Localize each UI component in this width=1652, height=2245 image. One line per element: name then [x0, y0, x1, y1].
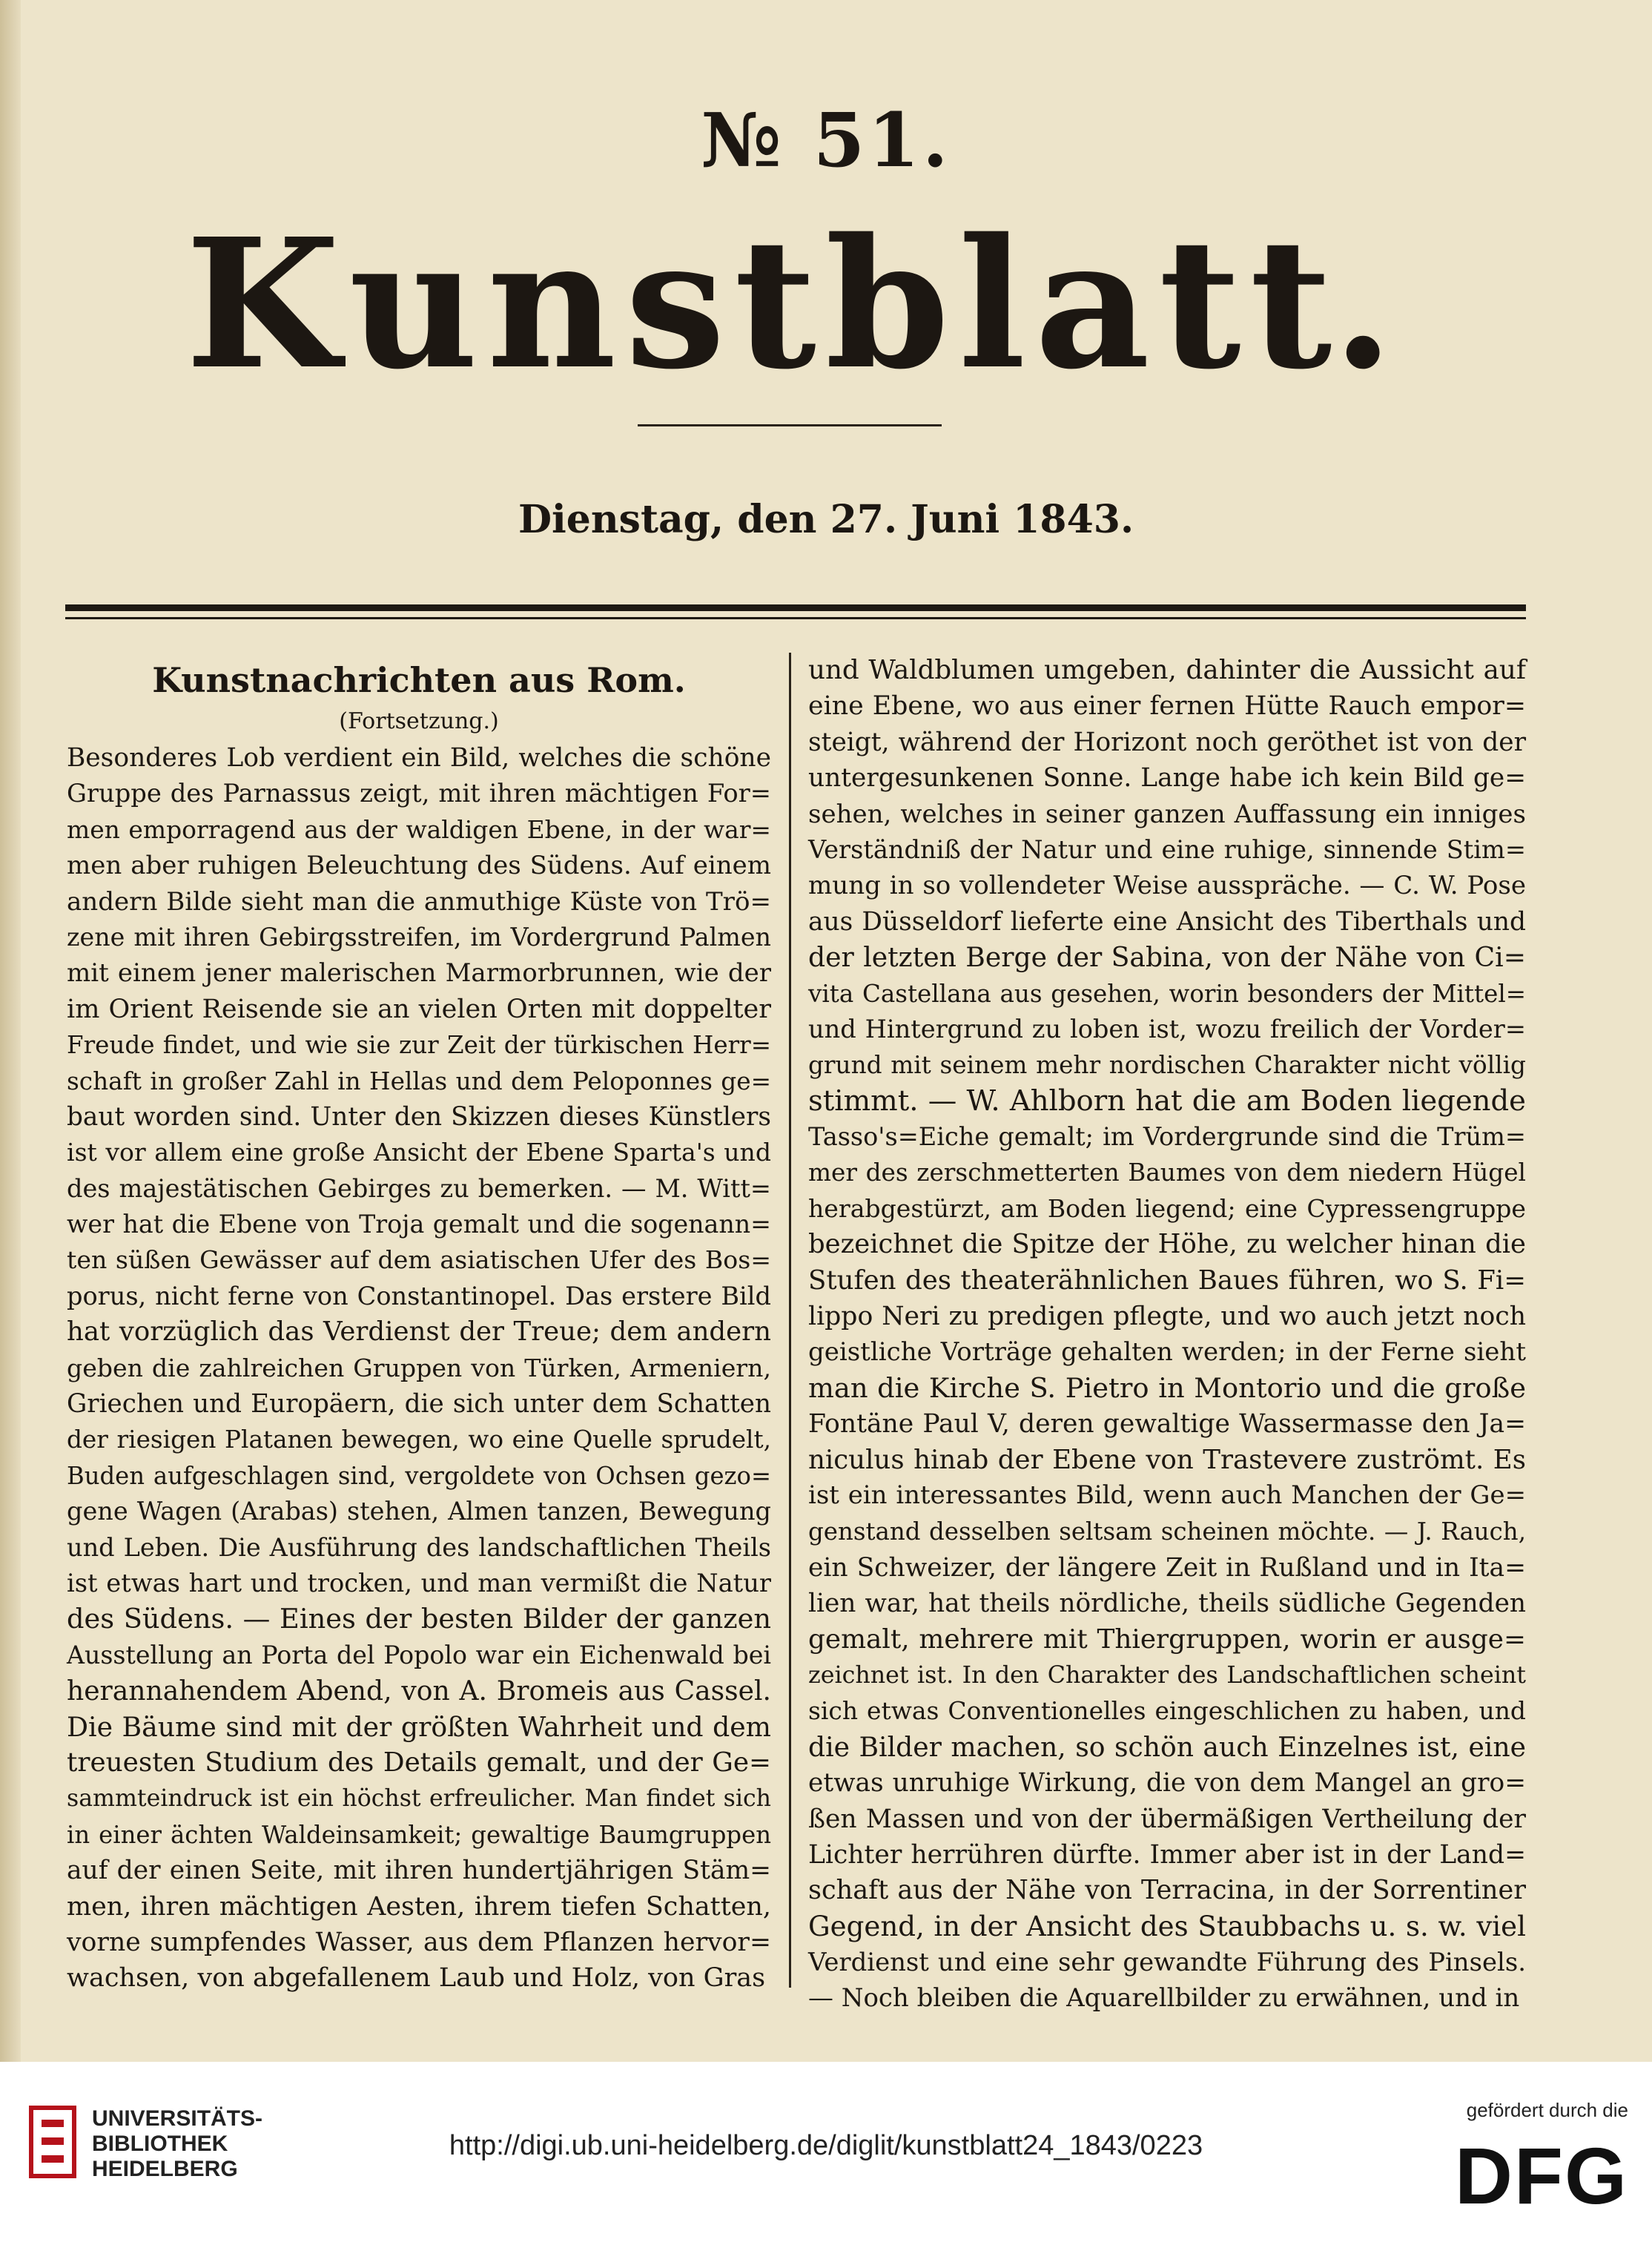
article-title: Kunstnachrichten aus Rom. [152, 660, 686, 700]
text-line: genstand desselben seltsam scheinen möchte. — J. Rauch, [808, 1517, 1526, 1546]
left-column-text [67, 740, 771, 1997]
text-line: Buden aufgeschlagen sind, vergoldete von Ochsen gezo= [67, 1461, 771, 1490]
text-line: men emporragend aus der waldigen Ebene, in der war= [67, 814, 771, 844]
text-line: vorne sumpfendes Wasser, aus dem Pflanzen hervor= [67, 1927, 771, 1957]
text-line: — Noch bleiben die Aquarellbilder zu erwähnen, und in [808, 1983, 1520, 2014]
permalink-url[interactable]: http://digi.ub.uni-heidelberg.de/diglit/kunstblatt24_1843/0223 [449, 2130, 1203, 2161]
text-line: schaft aus der Nähe von Terracina, in der Sorrentiner [808, 1875, 1526, 1906]
masthead-letter: a [1034, 200, 1150, 409]
masthead-letter: t [734, 200, 816, 409]
text-line: ein Schweizer, der längere Zeit in Rußland und in Ita= [808, 1552, 1526, 1583]
text-line: hat vorzüglich das Verdienst der Treue; dem andern [67, 1316, 771, 1348]
text-line: sich etwas Conventionelles eingeschlichen zu haben, und [808, 1696, 1526, 1726]
institution-line: UNIVERSITÄTS- [92, 2106, 263, 2131]
text-line: Ausstellung an Porta del Popolo war ein Eichenwald bei [67, 1640, 771, 1669]
text-line: ßen Massen und von der übermäßigen Vertheilung der [808, 1804, 1526, 1834]
text-line: Verständniß der Natur und eine ruhige, sinnende Stim= [808, 834, 1526, 864]
text-line: Freude findet, und wie sie zur Zeit der türkischen Herr= [67, 1031, 771, 1060]
left-column [67, 653, 771, 1997]
header-double-rule [65, 604, 1526, 619]
text-line: gene Wagen (Arabas) stehen, Almen tanzen, Bewegung [67, 1497, 771, 1526]
masthead-letter: t. [1249, 200, 1394, 409]
text-line: und Hintergrund zu loben ist, wozu freilich der Vorder= [808, 1014, 1526, 1044]
text-line: Die Bäume sind mit der größten Wahrheit und dem [67, 1710, 771, 1743]
text-line: lippo Neri zu predigen pflegte, und wo auch jetzt noch [808, 1302, 1526, 1332]
text-line: men aber ruhigen Beleuchtung des Südens. Auf einem [67, 851, 771, 881]
text-line: ist ein interessantes Bild, wenn auch Manchen der Ge= [808, 1480, 1526, 1510]
issue-number: № 51. [701, 96, 951, 184]
text-line: steigt, während der Horizont noch geröthet ist von der [808, 727, 1526, 757]
text-line: ist vor allem eine große Ansicht der Ebene Sparta's und [67, 1138, 771, 1167]
masthead-letter: u [348, 200, 478, 409]
text-line: vita Castellana aus gesehen, worin besonders der Mittel= [808, 979, 1526, 1008]
text-line: mit einem jener malerischen Marmorbrunnen, wie der [67, 958, 771, 989]
right-column-text [808, 653, 1526, 2017]
text-line: zene mit ihren Gebirgsstreifen, im Vordergrund Palmen [67, 922, 771, 952]
text-line: Lichter herrühren dürfte. Immer aber ist in der Land= [808, 1839, 1526, 1870]
funding-note: gefördert durch die [1466, 2099, 1628, 2121]
text-line: baut worden sind. Unter den Skizzen dieses Künstlers [67, 1101, 771, 1132]
text-line: des Südens. — Eines der besten Bilder der ganzen [67, 1603, 771, 1635]
text-line: in einer ächten Waldeinsamkeit; gewaltige Baumgruppen [67, 1820, 771, 1849]
text-line: niculus hinab der Ebene von Trastevere zuströmt. Es [808, 1444, 1526, 1475]
text-line: der letzten Berge der Sabina, von der Nähe von Ci= [808, 941, 1526, 974]
text-line: herannahendem Abend, von A. Bromeis aus Cassel. [67, 1675, 771, 1707]
text-line: stimmt. — W. Ahlborn hat die am Boden liegende [808, 1084, 1526, 1118]
institution-line: BIBLIOTHEK [92, 2132, 228, 2156]
paper-edge-shadow [0, 0, 21, 2062]
text-line: eine Ebene, wo aus einer fernen Hütte Rauch empor= [808, 691, 1526, 722]
masthead-letter: K [185, 200, 340, 409]
text-line: men, ihren mächtigen Aesten, ihrem tiefen Schatten, [67, 1891, 771, 1922]
text-line: untergesunkenen Sonne. Lange habe ich kein Bild ge= [808, 763, 1526, 794]
text-line: im Orient Reisende sie an vielen Orten mit doppelter [67, 994, 771, 1024]
text-line: ist etwas hart und trocken, und man vermißt die Natur [67, 1568, 771, 1598]
text-line: des majestätischen Gebirges zu bemerken. — M. Witt= [67, 1173, 771, 1203]
institution-line: HEIDELBERG [92, 2157, 238, 2181]
text-line: und Leben. Die Ausführung des landschaftlichen Theils [67, 1532, 771, 1562]
text-line: man die Kirche S. Pietro in Montorio und die große [808, 1371, 1526, 1404]
text-line: geben die zahlreichen Gruppen von Türken, Armeniern, [67, 1353, 771, 1382]
text-line: wachsen, von abgefallenem Laub und Holz, von Gras [67, 1963, 766, 1994]
digitization-footer [0, 2062, 1652, 2245]
text-line: herabgestürzt, am Boden liegend; eine Cypressengruppe [808, 1193, 1526, 1223]
text-line: etwas unruhige Wirkung, die von dem Mangel an gro= [808, 1768, 1526, 1799]
text-line: mer des zerschmetterten Baumes von dem niedern Hügel [808, 1158, 1526, 1187]
dfg-logo: DFG [1455, 2131, 1628, 2221]
text-line: und Waldblumen umgeben, dahinter die Aussicht auf [808, 655, 1526, 685]
text-line: sehen, welches in seiner ganzen Auffassung ein inniges [808, 799, 1526, 829]
text-line: mung in so vollendeter Weise ausspräche. — C. W. Pose [808, 871, 1526, 901]
text-line: porus, nicht ferne von Constantinopel. Das erstere Bild [67, 1281, 771, 1311]
text-line: Besonderes Lob verdient ein Bild, welches die schöne [67, 743, 771, 773]
text-line: Verdienst und eine sehr gewandte Führung des Pinsels. [808, 1948, 1526, 1977]
masthead-letter: l [958, 200, 1026, 409]
masthead-letter: n [486, 200, 617, 409]
text-line: schaft in großer Zahl in Hellas und dem Peloponnes ge= [67, 1067, 771, 1095]
title-rule [638, 424, 942, 426]
masthead-letter: t [1158, 200, 1241, 409]
masthead-title [185, 200, 1394, 409]
article-subtitle: (Fortsetzung.) [339, 708, 499, 734]
text-line: aus Düsseldorf lieferte eine Ansicht des Tiberthals und [808, 906, 1526, 937]
text-line: bezeichnet die Spitze der Höhe, zu welcher hinan die [808, 1229, 1526, 1260]
text-line: lien war, hat theils nördliche, theils südliche Gegenden [808, 1589, 1526, 1619]
text-line: auf der einen Seite, mit ihren hundertjährigen Stäm= [67, 1856, 771, 1886]
masthead-letter: b [825, 200, 950, 409]
text-line: Tasso's=Eiche gemalt; im Vordergrunde sind die Trüm= [808, 1122, 1526, 1152]
text-line: Gruppe des Parnassus zeigt, mit ihren mächtigen For= [67, 779, 771, 808]
text-line: die Bilder machen, so schön auch Einzelnes ist, eine [808, 1730, 1526, 1763]
text-line: zeichnet ist. In den Charakter des Landschaftlichen scheint [808, 1661, 1526, 1689]
column-divider [789, 653, 791, 1988]
issue-date: Dienstag, den 27. Juni 1843. [518, 497, 1134, 542]
text-line: der riesigen Platanen bewegen, wo eine Quelle sprudelt, [67, 1425, 771, 1454]
text-line: wer hat die Ebene von Troja gemalt und die sogenann= [67, 1210, 771, 1239]
text-line: gemalt, mehrere mit Thiergruppen, worin er ausge= [808, 1623, 1526, 1655]
text-line: Gegend, in der Ansicht des Staubbachs u. s. w. viel [808, 1910, 1526, 1942]
text-line: ten süßen Gewässer auf dem asiatischen Ufer des Bos= [67, 1245, 771, 1275]
text-line: Fontäne Paul V, deren gewaltige Wassermasse den Ja= [808, 1409, 1526, 1440]
text-line: Stufen des theaterähnlichen Baues führen, wo S. Fi= [808, 1265, 1526, 1296]
text-line: geistliche Vorträge gehalten werden; in der Ferne sieht [808, 1337, 1526, 1368]
text-line: Griechen und Europäern, die sich unter dem Schatten [67, 1389, 771, 1420]
text-line: andern Bilde sieht man die anmuthige Küste von Trö= [67, 886, 771, 917]
right-column [808, 653, 1526, 2017]
text-line: treuesten Studium des Details gemalt, und der Ge= [67, 1747, 771, 1778]
text-line: sammteindruck ist ein höchst erfreulicher. Man findet sich [67, 1785, 771, 1813]
masthead-letter: s [625, 200, 726, 409]
text-line: grund mit seinem mehr nordischen Charakter nicht völlig [808, 1051, 1526, 1080]
